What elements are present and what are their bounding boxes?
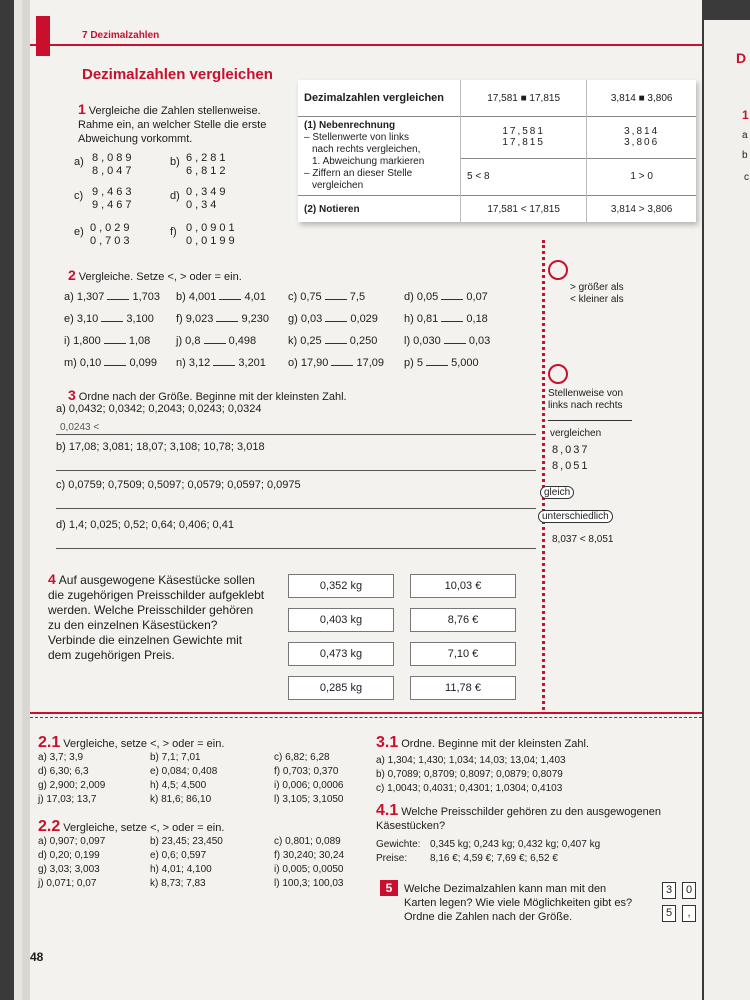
task1-item-e: e) 0,029 0,703 bbox=[74, 222, 133, 247]
info-step2: (2) Notieren bbox=[298, 196, 461, 223]
tip2-text: Stellenweise von links nach rechts bbox=[548, 388, 624, 411]
task5-number: 5 bbox=[380, 880, 398, 896]
tip2-gleich: gleich bbox=[540, 486, 574, 499]
task2-item: g) 0,03 0,029 bbox=[288, 313, 378, 325]
t21-item: e) 0,084; 0,408 bbox=[150, 766, 218, 777]
t22-item: j) 0,071; 0,07 bbox=[38, 878, 97, 889]
info-col2-head: 3,814 ■ 3,806 bbox=[587, 80, 696, 117]
answer-line-c bbox=[56, 508, 536, 509]
right-page-number: 1 bbox=[742, 108, 749, 122]
lightbulb-icon bbox=[548, 260, 568, 280]
answer-line-b bbox=[56, 470, 536, 471]
arrow-right-icon bbox=[548, 420, 632, 421]
t22-item: g) 3,03; 3,003 bbox=[38, 864, 100, 875]
task3-d: d) 1,4; 0,025; 0,52; 0,64; 0,406; 0,41 bbox=[56, 519, 234, 531]
tip1: > größer als < kleiner als bbox=[570, 282, 624, 305]
task2-item: c) 0,75 7,5 bbox=[288, 291, 366, 303]
task22-instructions: 2.2 Vergleiche, setze <, > oder = ein. bbox=[38, 818, 225, 835]
lightbulb-icon bbox=[548, 364, 568, 384]
task1-item-b: b) 6,281 6,812 bbox=[170, 152, 229, 177]
task1-number: 1 bbox=[78, 101, 86, 117]
t22-item: e) 0,6; 0,597 bbox=[150, 850, 207, 861]
t21-item: h) 4,5; 4,500 bbox=[150, 780, 207, 791]
card-2: 0 bbox=[682, 882, 696, 899]
t21-item: f) 0,703; 0,370 bbox=[274, 766, 339, 777]
price-tag-1[interactable]: 10,03 € bbox=[410, 574, 516, 598]
info-res2: 3,814 > 3,806 bbox=[587, 196, 696, 223]
task2-item: p) 5 5,000 bbox=[404, 357, 479, 369]
task3-c: c) 0,0759; 0,7509; 0,5097; 0,0579; 0,0597; 0,0975 bbox=[56, 479, 301, 491]
info-title: Dezimalzahlen vergleichen bbox=[304, 92, 444, 104]
info-cmp1: 5 < 8 bbox=[461, 158, 587, 195]
info-ex1: 17,581 17,815 bbox=[461, 117, 587, 159]
info-ex2: 3,814 3,806 bbox=[587, 117, 696, 159]
task1-item-d: d) 0,349 0,34 bbox=[170, 186, 229, 211]
t21-item: j) 17,03; 13,7 bbox=[38, 794, 97, 805]
task3-instructions: 3 Ordne nach der Größe. Beginne mit der kleinsten Zahl. bbox=[68, 387, 347, 403]
task2-item: e) 3,10 3,100 bbox=[64, 313, 154, 325]
answer-line-d bbox=[56, 548, 536, 549]
task1-instructions: 1 Vergleiche die Zahlen stellenweise. Rahme ein, an welcher Stelle die erste Abweichung vorkommt. bbox=[78, 101, 267, 145]
info-box bbox=[298, 80, 696, 222]
chapter-label: 7 Dezimalzahlen bbox=[82, 30, 160, 41]
task1-item-c: c) 9,463 9,467 bbox=[74, 186, 135, 211]
price-tag-4[interactable]: 11,78 € bbox=[410, 676, 516, 700]
answer-line-a bbox=[56, 434, 536, 435]
t21-item: k) 81,6; 86,10 bbox=[150, 794, 212, 805]
task2-item: a) 1,307 1,703 bbox=[64, 291, 161, 303]
task41-values: Gewichte: 0,345 kg; 0,243 kg; 0,432 kg; 0,407 kg Preise: 8,16 €; 4,59 €; 7,69 €; 6,52 € bbox=[376, 839, 601, 864]
t22-item: a) 0,907; 0,097 bbox=[38, 836, 106, 847]
task2-instructions: 2 Vergleiche. Setze <, > oder = ein. bbox=[68, 267, 242, 283]
card-4: , bbox=[682, 905, 696, 922]
t21-item: b) 7,1; 7,01 bbox=[150, 752, 201, 763]
card-1: 3 bbox=[662, 882, 676, 899]
task31-rows: a) 1,304; 1,430; 1,034; 14,03; 13,04; 1,403 b) 0,7089; 0,8709; 0,8097; 0,0879; 0,8079 c) 1,0043; 0,4031; 0,4301; 1,0304; 0,4103 bbox=[376, 755, 566, 794]
task21-grid bbox=[38, 752, 368, 812]
task2-item: b) 4,001 4,01 bbox=[176, 291, 266, 303]
info-step1: (1) Nebenrechnung – Stellenwerte von links nach rechts vergleichen, 1. Abweichung markieren – Ziffern an dieser Stelle vergleichen bbox=[298, 117, 461, 196]
t21-item: g) 2,900; 2,009 bbox=[38, 780, 106, 791]
number-cards bbox=[656, 880, 696, 922]
t22-item: l) 100,3; 100,03 bbox=[274, 878, 344, 889]
right-page-a: a bbox=[742, 130, 748, 141]
tip2-n1: 8,037 bbox=[552, 444, 590, 456]
task4-instructions: 4 Auf ausgewogene Käsestücke sollen die zugehörigen Preisschilder aufgeklebt werden. Welche Preisschilder gehören zu den einzelnen Käsestücken? Verbinde die einzelnen Gewichte mit dem zugehörigen Preis. bbox=[48, 571, 265, 662]
t22-item: f) 30,240; 30,24 bbox=[274, 850, 345, 861]
weight-tag-3[interactable]: 0,473 kg bbox=[288, 642, 394, 666]
task2-item: d) 0,05 0,07 bbox=[404, 291, 488, 303]
task2-item: f) 9,023 9,230 bbox=[176, 313, 269, 325]
t22-item: i) 0,005; 0,0050 bbox=[274, 864, 344, 875]
card-3: 5 bbox=[662, 905, 676, 922]
task3-a-answer: 0,0243 < bbox=[60, 422, 100, 433]
t21-item: i) 0,006; 0,0006 bbox=[274, 780, 344, 791]
price-tag-2[interactable]: 8,76 € bbox=[410, 608, 516, 632]
task2-item: o) 17,90 17,09 bbox=[288, 357, 385, 369]
t22-item: b) 23,45; 23,450 bbox=[150, 836, 223, 847]
weight-tag-1[interactable]: 0,352 kg bbox=[288, 574, 394, 598]
right-page-c: c bbox=[744, 172, 749, 183]
weight-tag-2[interactable]: 0,403 kg bbox=[288, 608, 394, 632]
task21-instructions: 2.1 Vergleiche, setze <, > oder = ein. bbox=[38, 734, 225, 751]
price-tag-3[interactable]: 7,10 € bbox=[410, 642, 516, 666]
tip2-vergleichen: vergleichen bbox=[550, 428, 602, 439]
t22-item: k) 8,73; 7,83 bbox=[150, 878, 206, 889]
task2-item: h) 0,81 0,18 bbox=[404, 313, 488, 325]
task41-instructions: 4.1 Welche Preisschilder gehören zu den ausgewogenen Käsestücken? bbox=[376, 802, 661, 832]
right-page-b: b bbox=[742, 150, 748, 161]
task1-item-a: a) 8,089 8,047 bbox=[74, 152, 135, 177]
t21-item: a) 3,7; 3,9 bbox=[38, 752, 84, 763]
tip2-unterschiedlich: unterschiedlich bbox=[538, 510, 613, 523]
tip2-result: 8,037 < 8,051 bbox=[552, 534, 614, 545]
task2-item: n) 3,12 3,201 bbox=[176, 357, 266, 369]
t22-item: h) 4,01; 4,100 bbox=[150, 864, 212, 875]
task3-b: b) 17,08; 3,081; 18,07; 3,108; 10,78; 3,018 bbox=[56, 441, 265, 453]
page-number: 48 bbox=[30, 950, 44, 964]
task2-item: m) 0,10 0,099 bbox=[64, 357, 157, 369]
chapter-marker bbox=[36, 16, 50, 56]
page-title: Dezimalzahlen vergleichen bbox=[82, 66, 273, 83]
tip2-n2: 8,051 bbox=[552, 460, 590, 472]
t22-item: c) 0,801; 0,089 bbox=[274, 836, 341, 847]
info-col1-head: 17,581 ■ 17,815 bbox=[461, 80, 587, 117]
t22-item: d) 0,20; 0,199 bbox=[38, 850, 100, 861]
t21-item: c) 6,82; 6,28 bbox=[274, 752, 330, 763]
margin-dotted-rule bbox=[542, 240, 547, 710]
section-rule bbox=[30, 712, 702, 714]
t21-item: d) 6,30; 6,3 bbox=[38, 766, 89, 777]
header-rule bbox=[30, 44, 702, 46]
task2-item: k) 0,25 0,250 bbox=[288, 335, 378, 347]
task2-item: j) 0,8 0,498 bbox=[176, 335, 257, 347]
info-cmp2: 1 > 0 bbox=[587, 158, 696, 195]
right-page-letter: D bbox=[736, 50, 747, 66]
task22-grid bbox=[38, 836, 368, 896]
task1-item-f: f) 0,0901 0,0199 bbox=[170, 222, 238, 247]
weight-tag-4[interactable]: 0,285 kg bbox=[288, 676, 394, 700]
task2-grid bbox=[64, 290, 534, 380]
section-rule-dashed bbox=[30, 717, 702, 719]
right-page bbox=[704, 20, 750, 1000]
info-res1: 17,581 < 17,815 bbox=[461, 196, 587, 223]
t21-item: l) 3,105; 3,1050 bbox=[274, 794, 344, 805]
task3-a: a) 0,0432; 0,0342; 0,2043; 0,0243; 0,0324 bbox=[56, 403, 262, 415]
task5-instructions: Welche Dezimalzahlen kann man mit den Karten legen? Wie viele Möglichkeiten gibt es? Ordne die Zahlen nach der Größe. bbox=[404, 883, 633, 923]
task2-item: l) 0,030 0,03 bbox=[404, 335, 491, 347]
task31-instructions: 3.1 Ordne. Beginne mit der kleinsten Zahl. bbox=[376, 734, 589, 751]
textbook-page bbox=[30, 0, 702, 1000]
task2-item: i) 1,800 1,08 bbox=[64, 335, 151, 347]
